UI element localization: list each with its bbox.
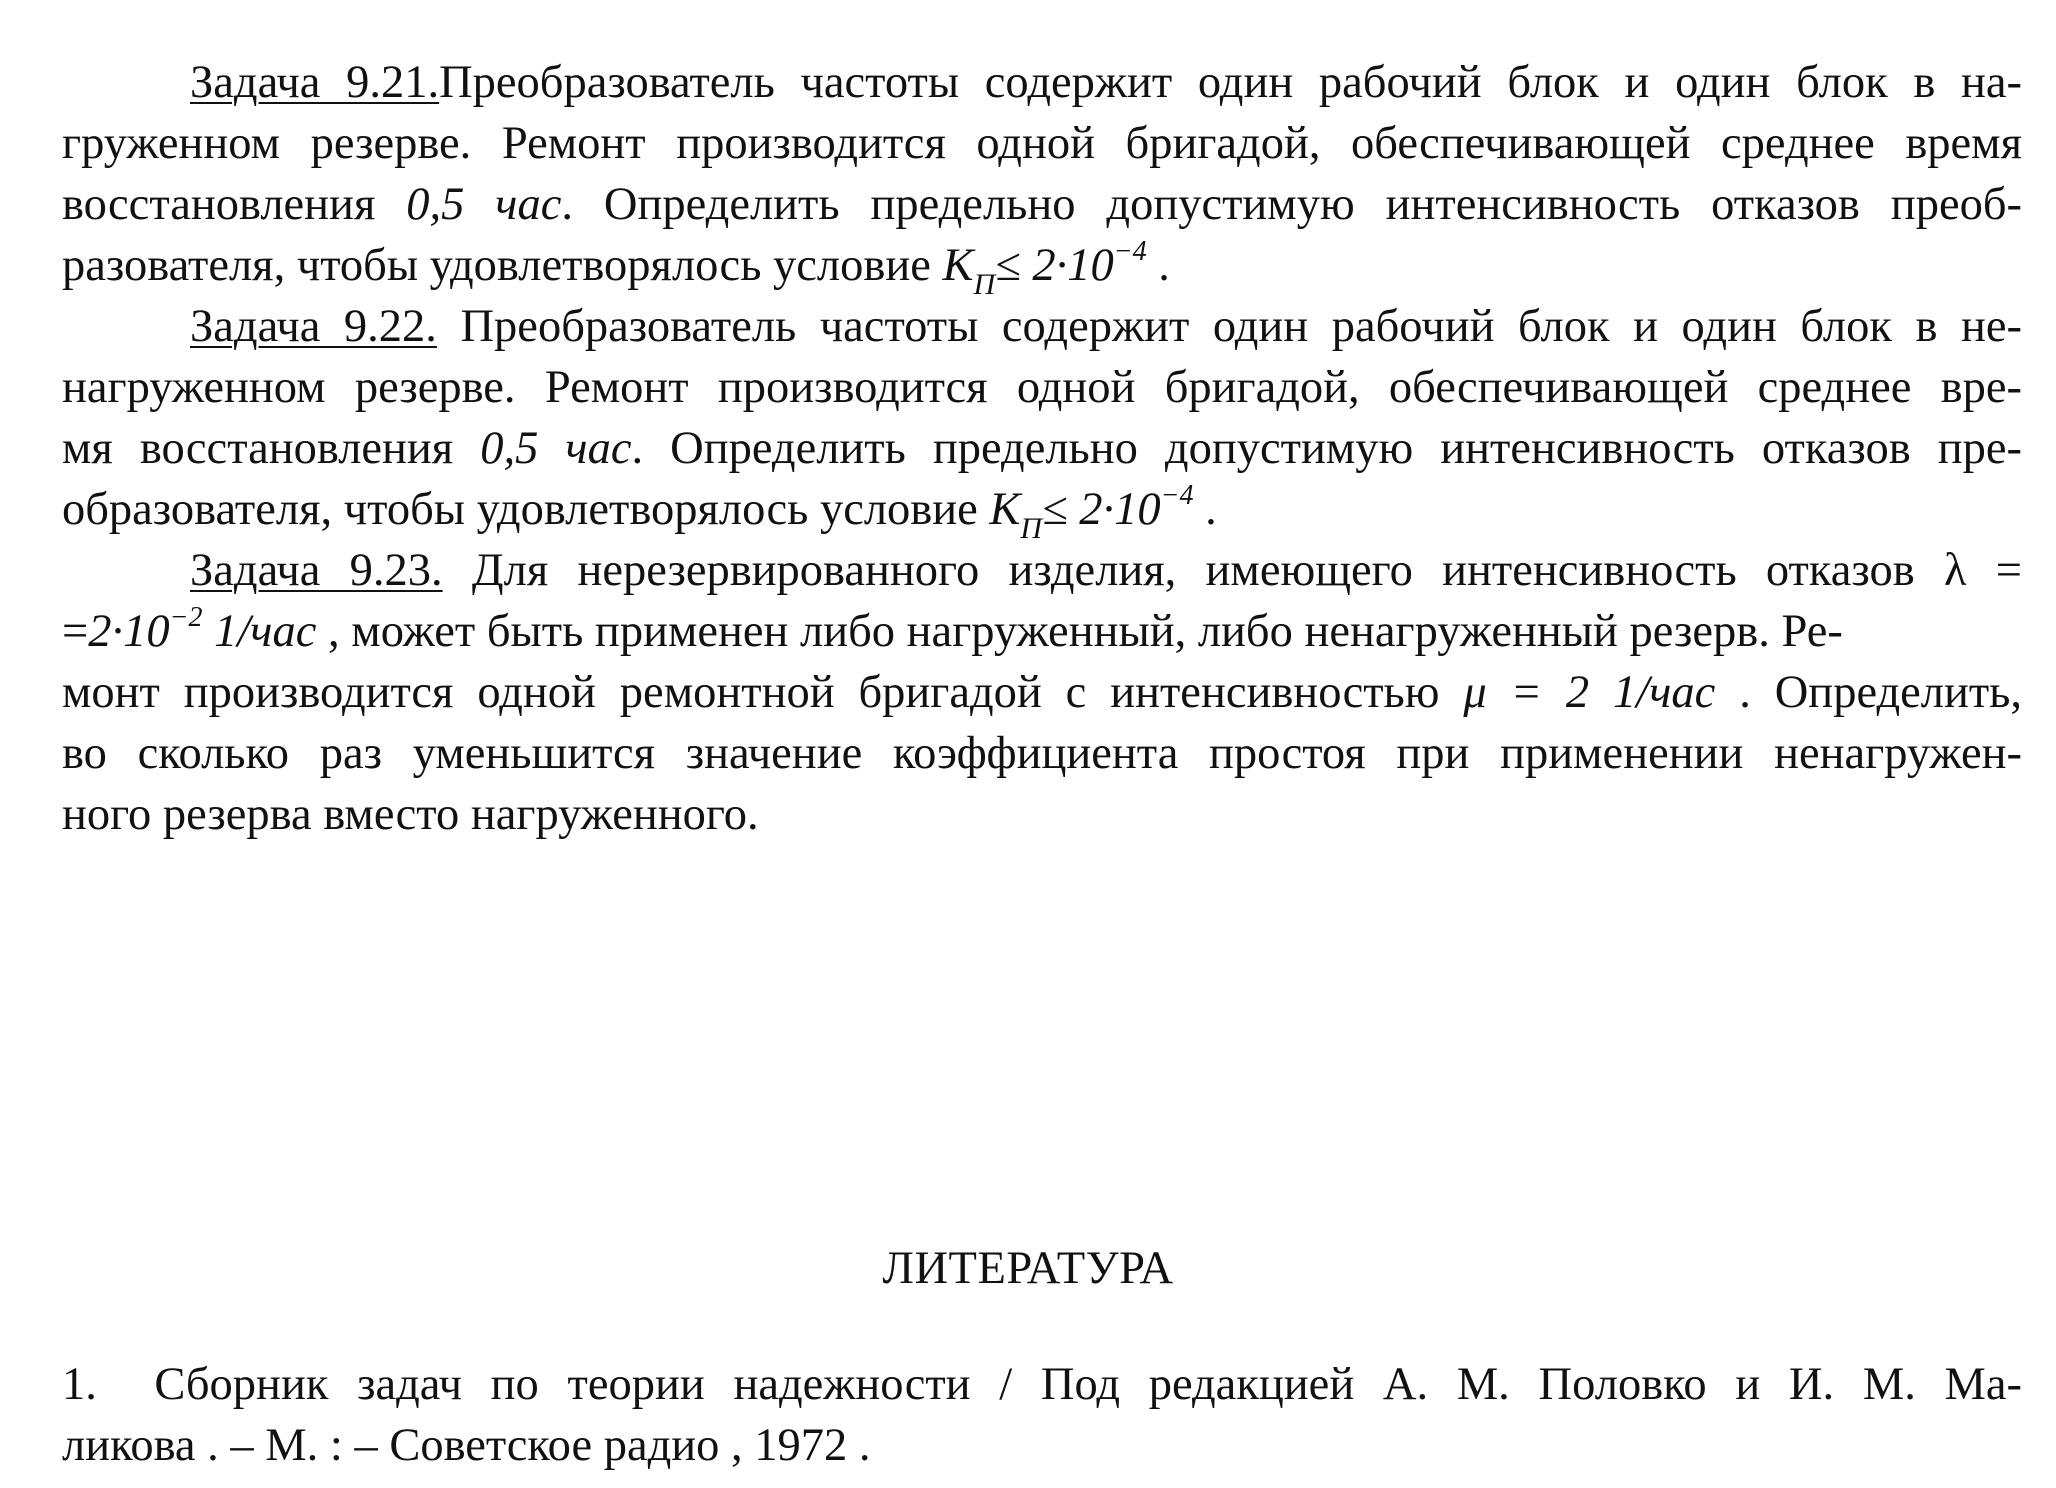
problem-label: Задача 9.23. [190, 545, 443, 596]
problem-9-21-line-2 [62, 113, 2022, 174]
reference-text: ликова . – М. : – Советское радио , 1972 . [62, 1420, 871, 1471]
problem-text: разователя, чтобы удовлетворялось условие [62, 240, 943, 291]
repair-time: 0,5 час [406, 179, 562, 230]
problem-9-21-line-3 [62, 174, 2022, 235]
problem-text: Преобразователь частоты содержит один рабочий блок и один блок в не- [436, 301, 2022, 352]
problem-9-23-line-4 [62, 723, 2022, 784]
references-heading: ЛИТЕРАТУРА [882, 1243, 1174, 1294]
coefficient-bound: ≤ 2·10 [1042, 484, 1161, 535]
problem-label: Задача 9.22. [190, 301, 437, 352]
coefficient-subscript: П [1020, 512, 1043, 546]
reference-item-line-1 [62, 1354, 2022, 1415]
coefficient-symbol: K [942, 240, 974, 291]
problem-9-21-line-1 [62, 52, 2022, 113]
problem-9-22-line-2 [62, 357, 2022, 418]
problem-9-23-line-5 [62, 784, 2022, 845]
problem-text: = [62, 606, 89, 657]
problem-text: . [1146, 240, 1170, 291]
problem-label: Задача 9.21. [190, 57, 440, 108]
problem-9-22-line-4 [62, 479, 2022, 546]
problems-section [62, 52, 2022, 845]
problem-9-22-line-1 [62, 296, 2022, 357]
coefficient-symbol: K [989, 484, 1021, 535]
problem-text: ного резерва вместо нагруженного. [62, 789, 759, 840]
problem-text: во сколько раз уменьшится значение коэффициента простоя при применении ненагружен- [62, 728, 2022, 779]
coefficient-bound: ≤ 2·10 [995, 240, 1114, 291]
problem-9-21-line-4 [62, 235, 2022, 302]
failure-rate-value: 2·10 [88, 606, 170, 657]
problem-text: образователя, чтобы удовлетворялось условие [62, 484, 990, 535]
coefficient-subscript: П [973, 268, 996, 302]
reference-text: Сборник задач по теории надежности / Под редакцией А. М. Половко и И. М. Ма- [154, 1359, 2023, 1410]
problem-9-23-line-2 [62, 601, 2022, 662]
problem-text: монт производится одной ремонтной бригадой с интенсивностью [62, 667, 1464, 718]
problem-text: груженном резерве. Ремонт производится одной бригадой, обеспечивающей среднее время [62, 118, 2022, 169]
problem-text: . Определить предельно допустимую интенсивность отказов преоб- [561, 179, 2022, 230]
failure-rate-unit: 1/час [202, 606, 317, 657]
repair-time: 0,5 час [480, 423, 632, 474]
repair-rate: μ = 2 1/час [1463, 667, 1716, 718]
reference-number: 1. [62, 1359, 97, 1410]
problem-9-23-line-3 [62, 662, 2022, 723]
references-list [62, 1354, 2022, 1476]
problem-text: Преобразователь частоты содержит один рабочий блок и один блок в на- [439, 57, 2022, 108]
problem-text: восстановления [62, 179, 407, 230]
problem-text: мя восстановления [62, 423, 481, 474]
problem-text: , может быть применен либо нагруженный, либо ненагруженный резерв. Ре- [316, 606, 1843, 657]
exponent: −4 [1113, 235, 1147, 267]
problem-text: нагруженном резерве. Ремонт производится одной бригадой, обеспечивающей среднее вре- [62, 362, 2022, 413]
problem-text: . Определить, [1715, 667, 2023, 718]
reference-item-line-2 [62, 1415, 2022, 1476]
problem-9-22-line-3 [62, 418, 2022, 479]
problem-text: . Определить предельно допустимую интенсивность отказов пре- [631, 423, 2022, 474]
problem-text: Для нерезервированного изделия, имеющего интенсивность отказов λ = [442, 545, 2022, 596]
problem-9-23-line-1 [62, 540, 2022, 601]
exponent: −4 [1160, 479, 1194, 511]
exponent: −2 [169, 601, 203, 633]
problem-text: . [1193, 484, 1217, 535]
